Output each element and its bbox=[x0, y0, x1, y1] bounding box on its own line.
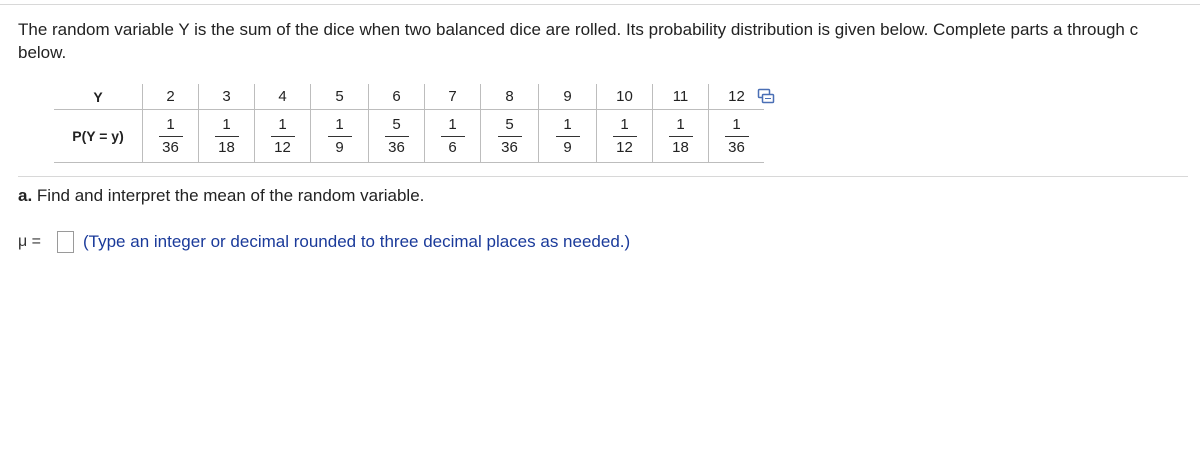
probability-cell bbox=[255, 110, 311, 163]
denominator: 9 bbox=[335, 138, 344, 156]
denominator: 9 bbox=[563, 138, 572, 156]
top-divider bbox=[0, 4, 1200, 5]
fraction bbox=[556, 116, 580, 157]
numerator: 1 bbox=[448, 115, 457, 133]
denominator: 36 bbox=[728, 138, 745, 156]
y-value-cell: 5 bbox=[311, 84, 369, 110]
part-a-text: Find and interpret the mean of the random variable. bbox=[36, 186, 425, 205]
question-prompt: The random variable Y is the sum of the dice when two balanced dice are rolled. Its probability distribution is given below. Complete parts a through c below. bbox=[18, 20, 1139, 62]
probability-cell bbox=[539, 110, 597, 163]
fraction bbox=[271, 116, 295, 157]
probability-distribution-table bbox=[54, 84, 764, 163]
fraction bbox=[215, 116, 239, 157]
numerator: 1 bbox=[278, 115, 287, 133]
fraction bbox=[725, 116, 749, 157]
part-a-question bbox=[18, 185, 424, 207]
mu-label: μ = bbox=[18, 233, 42, 250]
y-value-cell: 12 bbox=[709, 84, 765, 110]
probability-cell bbox=[369, 110, 425, 163]
section-divider bbox=[18, 176, 1188, 177]
y-value-cell: 11 bbox=[653, 84, 709, 110]
fraction bbox=[498, 116, 522, 157]
y-value-cell: 2 bbox=[143, 84, 199, 110]
answer-row bbox=[18, 229, 630, 255]
numerator: 1 bbox=[676, 115, 685, 133]
probability-row bbox=[54, 110, 764, 163]
y-value-cell: 4 bbox=[255, 84, 311, 110]
probability-cell bbox=[481, 110, 539, 163]
probability-cell bbox=[709, 110, 765, 163]
probability-cell bbox=[425, 110, 481, 163]
answer-hint: (Type an integer or decimal rounded to three decimal places as needed.) bbox=[83, 232, 631, 251]
denominator: 12 bbox=[616, 138, 633, 156]
numerator: 5 bbox=[505, 115, 514, 133]
y-header: Y bbox=[54, 84, 143, 110]
numerator: 1 bbox=[335, 115, 344, 133]
probability-cell bbox=[199, 110, 255, 163]
copy-to-clipboard-icon[interactable] bbox=[757, 88, 775, 104]
y-value-cell: 6 bbox=[369, 84, 425, 110]
denominator: 12 bbox=[274, 138, 291, 156]
numerator: 1 bbox=[222, 115, 231, 133]
mean-answer-input[interactable] bbox=[57, 231, 74, 253]
denominator: 18 bbox=[672, 138, 689, 156]
y-value-cell: 8 bbox=[481, 84, 539, 110]
fraction bbox=[328, 116, 352, 157]
probability-cell bbox=[311, 110, 369, 163]
numerator: 1 bbox=[732, 115, 741, 133]
fraction bbox=[159, 116, 183, 157]
denominator: 36 bbox=[162, 138, 179, 156]
numerator: 1 bbox=[563, 115, 572, 133]
y-value-cell: 7 bbox=[425, 84, 481, 110]
probability-cell bbox=[653, 110, 709, 163]
denominator: 36 bbox=[501, 138, 518, 156]
denominator: 36 bbox=[388, 138, 405, 156]
numerator: 1 bbox=[620, 115, 629, 133]
numerator: 5 bbox=[392, 115, 401, 133]
p-header: P(Y = y) bbox=[54, 110, 143, 163]
fraction bbox=[669, 116, 693, 157]
denominator: 6 bbox=[448, 138, 457, 156]
y-value-cell: 10 bbox=[597, 84, 653, 110]
probability-cell bbox=[143, 110, 199, 163]
probability-cell bbox=[597, 110, 653, 163]
part-a-label: a. bbox=[18, 186, 33, 205]
fraction bbox=[613, 116, 637, 157]
y-value-cell: 9 bbox=[539, 84, 597, 110]
y-values-row bbox=[54, 84, 764, 110]
fraction bbox=[385, 116, 409, 157]
denominator: 18 bbox=[218, 138, 235, 156]
y-value-cell: 3 bbox=[199, 84, 255, 110]
numerator: 1 bbox=[166, 115, 175, 133]
fraction bbox=[441, 116, 465, 157]
